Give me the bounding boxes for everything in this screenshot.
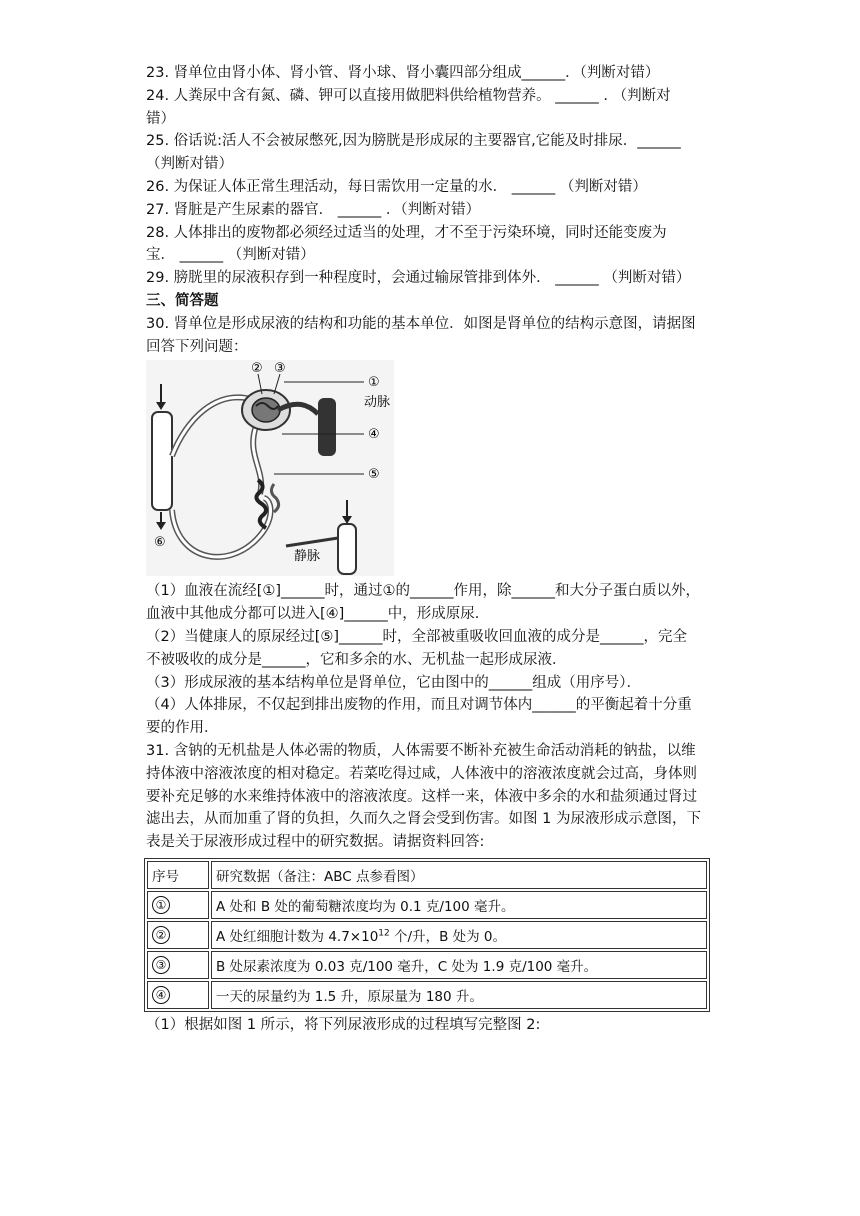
question-23: 23. 肾单位由肾小体、肾小管、肾小球、肾小囊四部分组成______．（判断对错） (146, 65, 660, 81)
label-5: ⑤ (368, 467, 380, 483)
question-30-sub4-line2: 要的作用． (146, 720, 219, 737)
question-28-line2: 宝． ______ （判断对错） (146, 247, 315, 264)
table-row (147, 981, 707, 1009)
question-30-intro-line2: 回答下列问题： (146, 338, 248, 355)
question-30-sub4-line1: （4）人体排尿，不仅起到排出废物的作用，而且对调节体内______的平衡起着十分重 (146, 697, 692, 714)
nephron-diagram-svg (146, 360, 394, 576)
question-31-para-line2: 持体液中溶液浓度的相对稳定。若菜吃得过咸，人体液中的溶液浓度就会过高，身体则 (146, 765, 697, 782)
table-cell: 一天的尿量约为 1.5 升，原尿量为 180 升。 (211, 981, 707, 1009)
glomerulus (252, 398, 280, 422)
artery-vessel (318, 398, 336, 456)
table-header-data: 研究数据（备注：ABC 点参看图） (211, 861, 707, 889)
question-31-para-line3: 要补充足够的水来维持体液中的溶液浓度。这样一来，体液中多余的水和盐须通过肾过 (146, 788, 697, 805)
table-cell: B 处尿素浓度为 0.03 克/100 毫升，C 处为 1.9 克/100 毫升。 (211, 951, 707, 979)
label-3: ③ (274, 361, 286, 377)
question-28-line1: 28. 人体排出的废物都必须经过适当的处理，才不至于污染环境，同时还能变废为 (146, 224, 667, 241)
label-6: ⑥ (154, 535, 166, 551)
question-25-line1: 25. 俗话说:活人不会被尿憋死,因为膀胱是形成尿的主要器官,它能及时排尿．______ (146, 133, 681, 150)
vein-vessel (338, 524, 356, 574)
nephron-diagram (146, 360, 394, 576)
question-31-para-line1: 31. 含钠的无机盐是人体必需的物质，人体需要不断补充被生命活动消耗的钠盐，以维 (146, 742, 696, 759)
question-31-sub1: （1）根据如图 1 所示，将下列尿液形成的过程填写完整图 2: (146, 1016, 541, 1033)
question-31-para-line4: 滤出去，从而加重了肾的负担，久而久之肾会受到伤害。如图 1 为尿液形成示意图，下 (146, 811, 701, 828)
row-number: ① (152, 896, 170, 914)
question-27: 27. 肾脏是产生尿素的器官． ______ ．（判断对错） (146, 201, 481, 218)
question-29: 29. 膀胱里的尿液积存到一种程度时，会通过输尿管排到体外． ______ （判断对错） (146, 270, 691, 287)
row-number: ④ (152, 986, 170, 1004)
table-row (147, 891, 707, 919)
label-2: ② (251, 361, 263, 377)
question-24-line1: 24. 人粪尿中含有氮、磷、钾可以直接用做肥料供给植物营养。 ______ . （判断对 (146, 87, 671, 104)
question-26: 26. 为保证人体正常生理活动，每日需饮用一定量的水． ______ （判断对错） (146, 178, 647, 195)
question-30-sub3: （3）形成尿液的基本结构单位是肾单位，它由图中的______组成（用序号）． (146, 674, 641, 691)
label-1: ① (368, 375, 380, 391)
table-row (147, 921, 707, 949)
question-30-sub2-line1: （2）当健康人的原尿经过[⑤]______时，全部被重吸收回血液的成分是______，完全 (146, 628, 688, 645)
question-25-line2: （判断对错） (146, 156, 233, 173)
question-24-line2: 错） (146, 110, 175, 127)
table-header-row (147, 861, 707, 889)
table-row (147, 951, 707, 979)
question-30-intro-line1: 30. 肾单位是形成尿液的结构和功能的基本单位．如图是肾单位的结构示意图，请据图 (146, 315, 696, 332)
question-31-para-line5: 表是关于尿液形成过程中的研究数据。请据资料回答: (146, 834, 485, 851)
row-number: ② (152, 926, 170, 944)
question-30-sub1-line1: （1）血液在流经[①]______时，通过①的______作用，除______和大分子蛋白质以外， (146, 583, 701, 600)
section-heading: 三、简答题 (146, 292, 219, 309)
label-4: ④ (368, 427, 380, 443)
table-cell: A 处和 B 处的葡萄糖浓度均为 0.1 克/100 毫升。 (211, 891, 707, 919)
vein-label: 静脉 (294, 549, 321, 565)
worksheet-page (146, 62, 716, 1037)
question-30-sub1-line2: 血液中其他成分都可以进入[④]______中，形成原尿． (146, 606, 490, 623)
collecting-duct (152, 412, 172, 510)
artery-label: 动脉 (364, 395, 391, 411)
row-number: ③ (152, 956, 170, 974)
table-cell: A 处红细胞计数为 $4.7\times 10^{12}$ 个/升，B 处为 0。 (211, 921, 707, 949)
question-30-sub2-line2: 不被吸收的成分是______，它和多余的水、无机盐一起形成尿液． (146, 651, 567, 668)
research-data-table (144, 858, 710, 1012)
table-header-number: 序号 (147, 861, 209, 889)
